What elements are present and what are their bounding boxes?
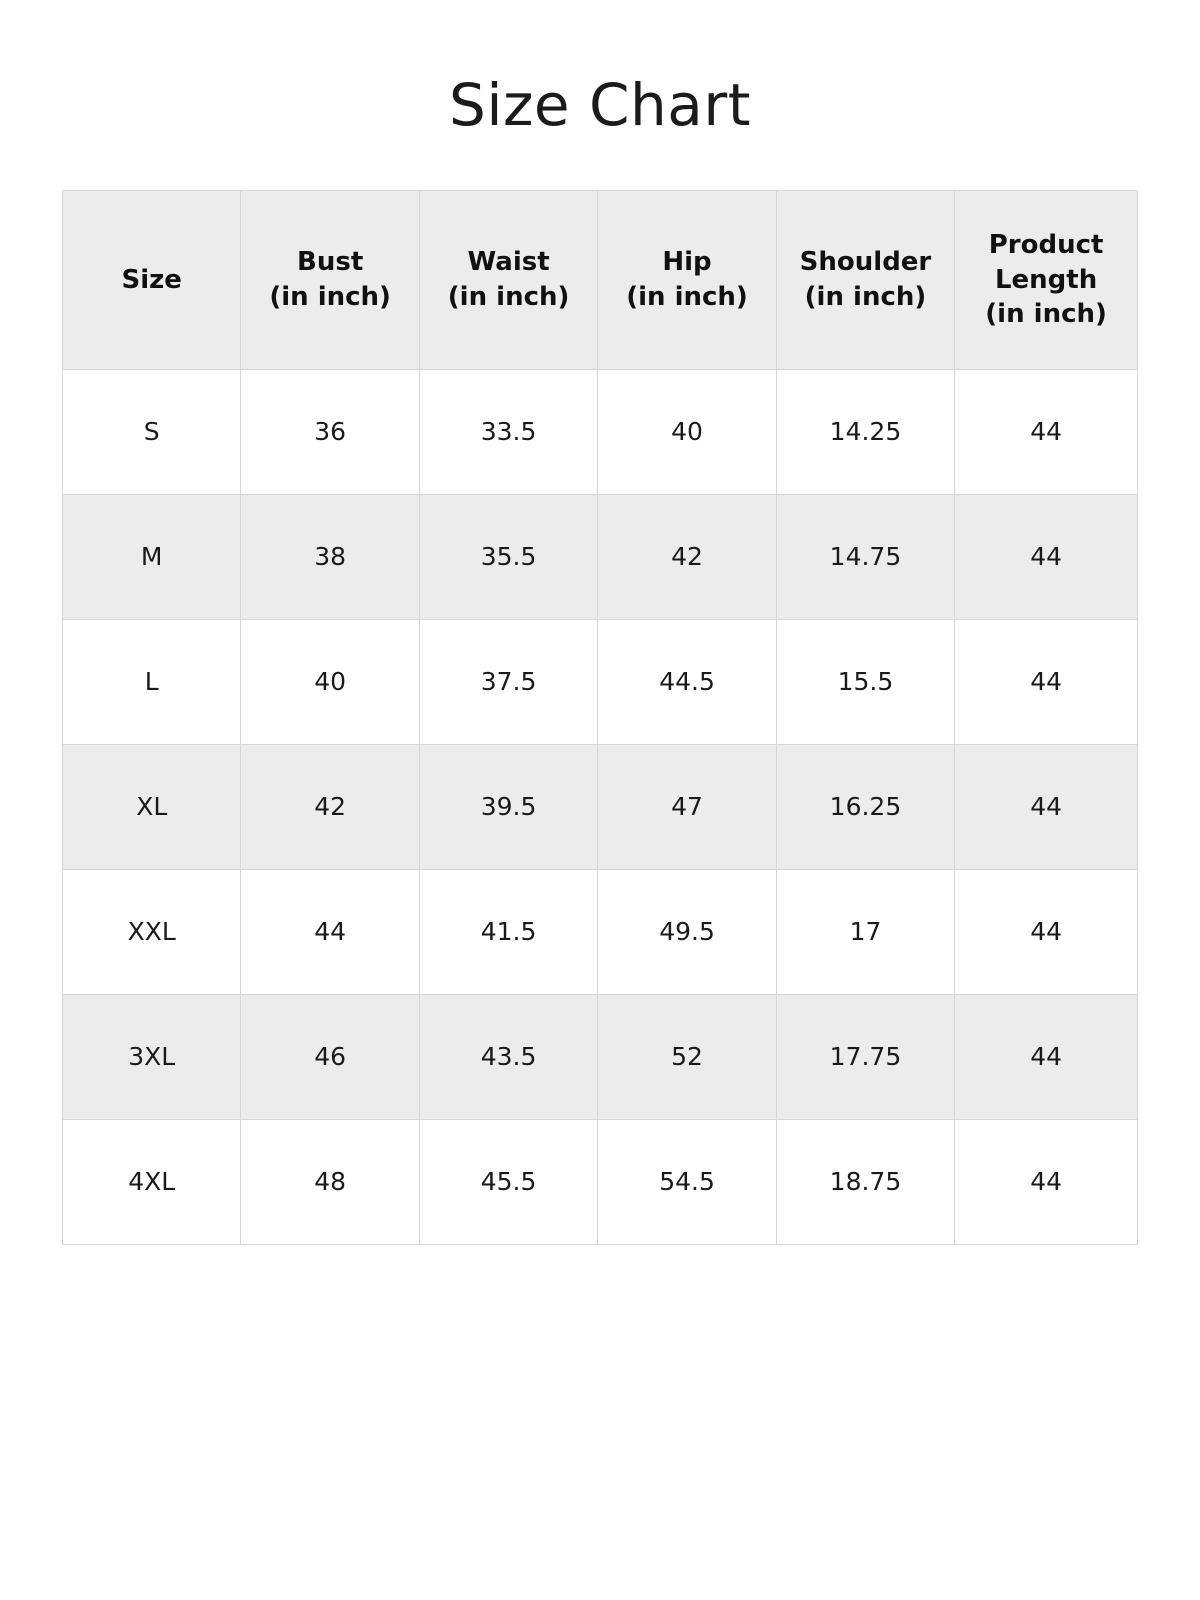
header-line: Bust <box>297 247 364 278</box>
cell-bust: 48 <box>241 1119 419 1244</box>
header-line-unit: (in inch) <box>804 281 927 312</box>
table-row <box>63 994 1138 1119</box>
table-body <box>63 369 1138 1244</box>
header-line-unit: (in inch) <box>269 281 391 312</box>
header-row <box>63 190 1138 369</box>
cell-hip: 40 <box>598 369 776 494</box>
table-header <box>63 190 1138 369</box>
table-row <box>63 494 1138 619</box>
header-line-2: Length <box>994 264 1098 295</box>
cell-size: 4XL <box>63 1119 241 1244</box>
header-line: Size <box>121 264 182 295</box>
cell-product-length: 44 <box>955 994 1138 1119</box>
cell-waist: 37.5 <box>419 619 597 744</box>
cell-waist: 43.5 <box>419 994 597 1119</box>
header-line-unit: (in inch) <box>626 281 748 312</box>
cell-size: M <box>63 494 241 619</box>
cell-waist: 39.5 <box>419 744 597 869</box>
cell-bust: 40 <box>241 619 419 744</box>
cell-hip: 42 <box>598 494 776 619</box>
cell-product-length: 44 <box>955 1119 1138 1244</box>
column-header-hip <box>598 190 776 369</box>
cell-size: L <box>63 619 241 744</box>
cell-shoulder: 16.25 <box>776 744 954 869</box>
column-header-bust <box>241 190 419 369</box>
cell-size: XXL <box>63 869 241 994</box>
header-line: Hip <box>662 247 712 278</box>
page-title: Size Chart <box>449 71 751 139</box>
cell-bust: 46 <box>241 994 419 1119</box>
cell-shoulder: 17 <box>776 869 954 994</box>
cell-product-length: 44 <box>955 494 1138 619</box>
cell-shoulder: 15.5 <box>776 619 954 744</box>
column-header-product-length <box>955 190 1138 369</box>
size-chart-table <box>62 190 1138 1245</box>
cell-size: S <box>63 369 241 494</box>
cell-shoulder: 14.75 <box>776 494 954 619</box>
cell-waist: 35.5 <box>419 494 597 619</box>
column-header-waist <box>419 190 597 369</box>
cell-hip: 44.5 <box>598 619 776 744</box>
cell-shoulder: 17.75 <box>776 994 954 1119</box>
cell-hip: 54.5 <box>598 1119 776 1244</box>
cell-waist: 41.5 <box>419 869 597 994</box>
cell-hip: 49.5 <box>598 869 776 994</box>
cell-bust: 36 <box>241 369 419 494</box>
column-header-size <box>63 190 241 369</box>
cell-waist: 45.5 <box>419 1119 597 1244</box>
cell-product-length: 44 <box>955 744 1138 869</box>
header-line: Waist <box>467 247 550 278</box>
cell-size: XL <box>63 744 241 869</box>
table-row <box>63 369 1138 494</box>
header-line-unit: (in inch) <box>985 298 1107 329</box>
cell-bust: 44 <box>241 869 419 994</box>
cell-shoulder: 18.75 <box>776 1119 954 1244</box>
table-row <box>63 869 1138 994</box>
header-line: Product <box>988 230 1104 261</box>
cell-product-length: 44 <box>955 619 1138 744</box>
table-row <box>63 619 1138 744</box>
cell-bust: 38 <box>241 494 419 619</box>
cell-hip: 47 <box>598 744 776 869</box>
header-line-unit: (in inch) <box>447 281 570 312</box>
table-row <box>63 744 1138 869</box>
header-line: Shoulder <box>799 247 932 278</box>
cell-bust: 42 <box>241 744 419 869</box>
cell-waist: 33.5 <box>419 369 597 494</box>
size-chart-table-wrapper <box>62 190 1138 1245</box>
cell-hip: 52 <box>598 994 776 1119</box>
table-row <box>63 1119 1138 1244</box>
cell-size: 3XL <box>63 994 241 1119</box>
cell-product-length: 44 <box>955 369 1138 494</box>
column-header-shoulder <box>776 190 954 369</box>
cell-shoulder: 14.25 <box>776 369 954 494</box>
cell-product-length: 44 <box>955 869 1138 994</box>
